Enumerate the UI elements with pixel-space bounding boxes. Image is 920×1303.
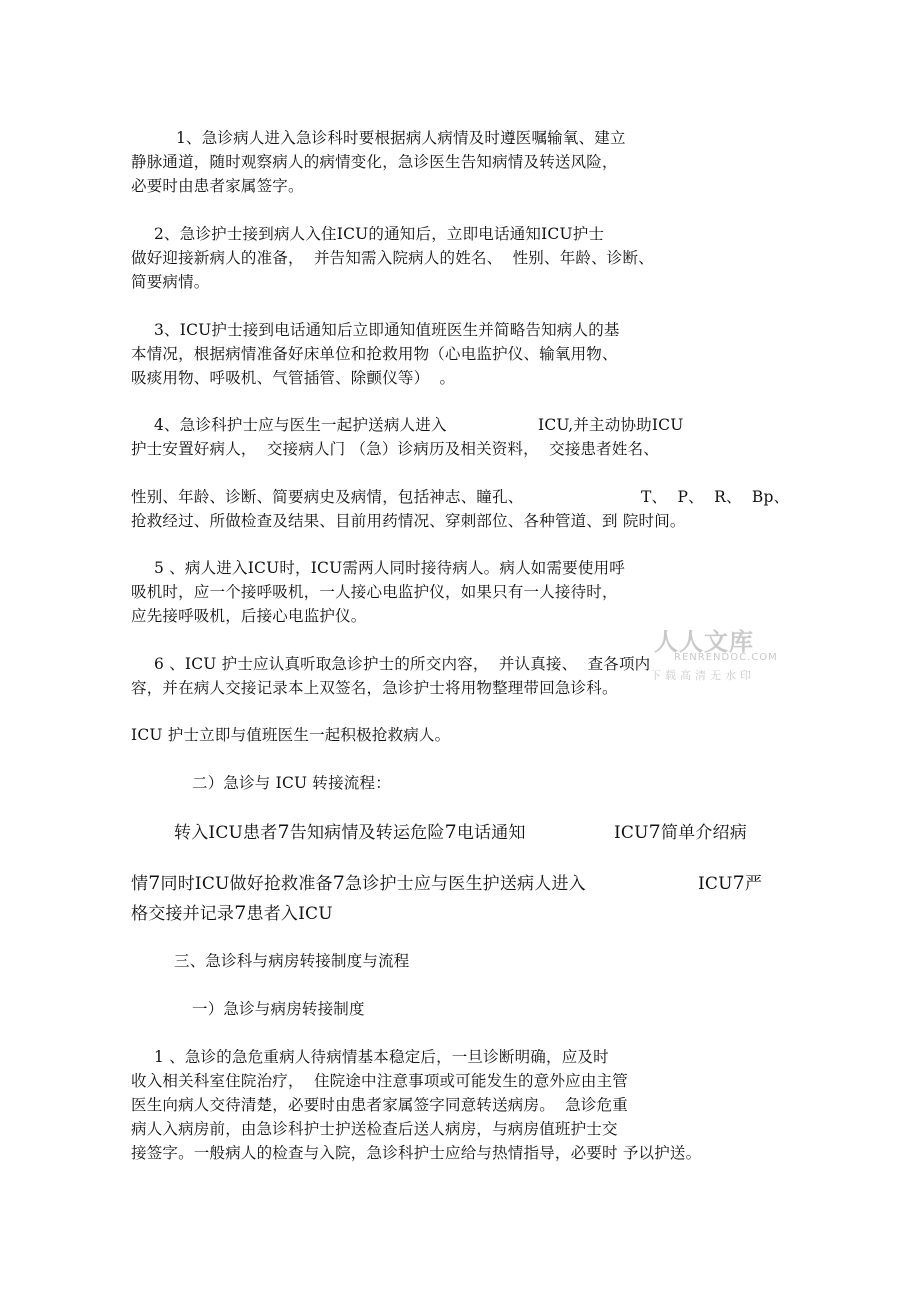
flow-step-admitted: 患者入ICU [246, 904, 333, 924]
flow-arrow: 7 [332, 872, 346, 894]
section3-para1-line4: 病人入病房前，由急诊科护士护送检查后送人病房，与病房值班护士交 [131, 1120, 618, 1138]
section3-heading: 三、急诊科与病房转接制度与流程 [174, 952, 410, 970]
flow-line1b [614, 821, 747, 844]
flow-line2a [131, 872, 586, 895]
para2-line3: 简要病情。 [131, 273, 210, 291]
flow-line2b [698, 872, 762, 895]
para4-line3b: T、 P、 R、 Bp、 [641, 488, 790, 506]
watermark [646, 622, 776, 686]
flow-step-escort: 急诊护士应与医生护送病人进入 [345, 874, 586, 894]
para2-line1: 2、急诊护士接到病人入住ICU的通知后，立即电话通知ICU护士 [154, 225, 605, 243]
flow-step-call: 电话通知 [456, 823, 526, 843]
flow-arrow: 7 [648, 821, 661, 843]
para1-line1: 1、急诊病人进入急诊科时要根据病人病情及时遵医嘱输氧、建立 [176, 129, 626, 147]
section3-para1-line2: 收入相关科室住院治疗， 住院途中注意事项或可能发生的意外应由主管 [131, 1072, 628, 1090]
para3-line1: 3、ICU护士接到电话通知后立即通知值班医生并简略告知病人的基 [154, 321, 620, 339]
flow-step-strict: 严 [744, 874, 763, 894]
para5-line1: 5 、病人进入ICU时，ICU需两人同时接待病人。病人如需要使用呼 [154, 559, 625, 577]
para4-line1a: 4、急诊科护士应与医生一起护送病人进入 [154, 416, 447, 434]
para4-line4: 抢救经过、所做检查及结果、目前用药情况、穿刺部位、各种管道、到 院时间。 [131, 512, 686, 530]
para5-line2: 吸机时，应一个接呼吸机，一人接心电监护仪，如果只有一人接待时， [131, 583, 618, 601]
flow-arrow: 7 [148, 872, 161, 894]
flow-step-transfer: 转入ICU患者 [174, 823, 278, 843]
para5-line3: 应先接呼吸机，后接心电监护仪。 [131, 607, 367, 625]
flow-heading: 二）急诊与 ICU 转接流程： [192, 774, 391, 792]
flow-arrow: 7 [234, 902, 247, 924]
para4-line3a: 性别、年龄、诊断、简要病史及病情，包括神志、瞳孔、 [131, 488, 524, 506]
flow-step-prepare: 同时ICU做好抢救准备 [160, 874, 333, 894]
flow-line1a [174, 821, 526, 844]
para3-line3: 吸痰用物、呼吸机、气管插管、除颤仪等） 。 [131, 369, 456, 387]
para6-line1: 6 、ICU 护士应认真听取急诊护士的所交内容， 并认真接、 查各项内 [154, 655, 651, 673]
para4-line2: 护士安置好病人， 交接病人门 （急）诊病历及相关资料， 交接患者姓名、 [131, 440, 660, 458]
flow-step-handover: 格交接并记录 [131, 904, 235, 924]
flow-arrow: 7 [277, 821, 290, 843]
para6-line2: 容，并在病人交接记录本上双签名，急诊护士将用物整理带回急诊科。 [131, 679, 618, 697]
para1-line3: 必要时由患者家属签字。 [131, 177, 304, 195]
watermark-domain: RENRENDOC.COM [674, 652, 778, 663]
flow-arrow: 7 [732, 872, 745, 894]
watermark-tagline: 下载高清无水印 [650, 669, 755, 682]
flow-step-inform: 告知病情及转运危险 [289, 823, 445, 843]
flow-step-icu: ICU [698, 874, 733, 894]
flow-step-brief: 简单介绍病 [660, 823, 747, 843]
section3-para1-line5: 接签字。一般病人的检查与入院，急诊科护士应给与热情指导，必要时 予以护送。 [131, 1144, 702, 1162]
section3-para1-line1: 1 、急诊的急危重病人待病情基本稳定后，一旦诊断明确，应及时 [154, 1048, 609, 1066]
para1-line2: 静脉通道，随时观察病人的病情变化，急诊医生告知病情及转送风险， [131, 153, 618, 171]
flow-step-brief-cont: 情 [131, 874, 149, 894]
section3-para1-line3: 医生向病人交待清楚，必要时由患者家属签字同意转送病房。 急诊危重 [131, 1096, 628, 1114]
section3-subheading: 一）急诊与病房转接制度 [192, 1000, 365, 1018]
flow-line3 [131, 902, 333, 925]
para2-line2: 做好迎接新病人的准备， 并告知需入院病人的姓名、 性别、年龄、诊断、 [131, 249, 654, 267]
watermark-brand: 人人文库 [654, 628, 754, 656]
para7-line1: ICU 护士立即与值班医生一起积极抢救病人。 [131, 726, 451, 744]
para3-line2: 本情况，根据病情准备好床单位和抢救用物（心电监护仪、输氧用物、 [131, 345, 618, 363]
flow-arrow: 7 [444, 821, 457, 843]
para4-line1b: ICU,并主动协助ICU [538, 416, 684, 434]
flow-step-icu: ICU [614, 823, 649, 843]
